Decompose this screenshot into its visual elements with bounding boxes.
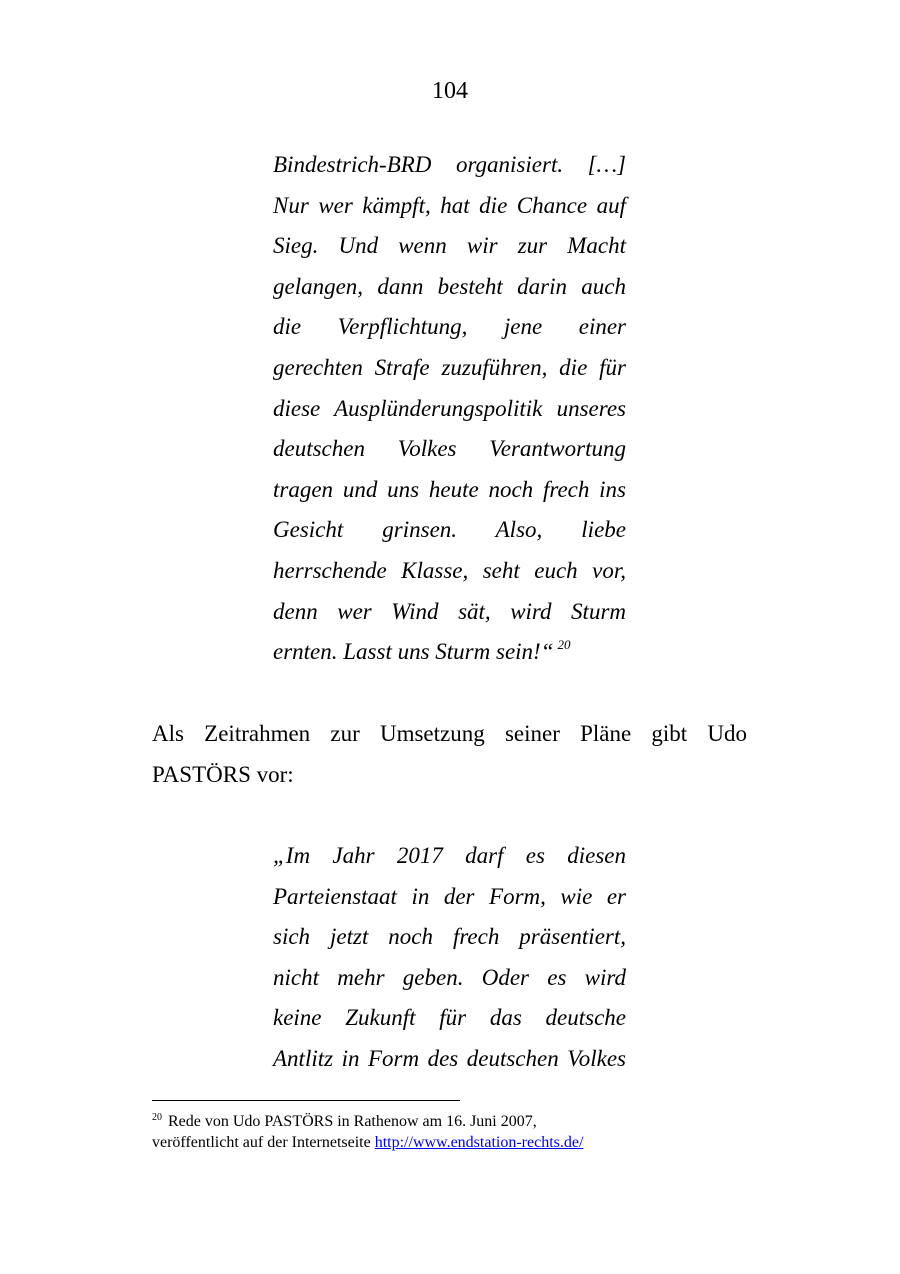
body-paragraph — [152, 714, 747, 795]
quote-last-line — [273, 632, 626, 673]
block-quote-speech — [273, 145, 626, 673]
quote-line: sich jetzt noch frech präsentiert, — [273, 924, 626, 950]
quote-line: Antlitz in Form des deutschen Volkes — [273, 1045, 626, 1071]
footnote-line-2 — [152, 1132, 752, 1153]
footnote-number: 20 — [152, 1112, 162, 1123]
quote-line: Parteienstaat in der Form, wie er — [273, 883, 626, 909]
quote-line: Gesicht grinsen. Also, liebe — [273, 517, 626, 543]
quote-line: herrschende Klasse, seht euch vor, — [273, 557, 626, 583]
quote-line: deutschen Volkes Verantwortung — [273, 436, 626, 462]
quote-line: gerechten Strafe zuzuführen, die für — [273, 354, 626, 380]
paragraph-last-line: PASTÖRS vor: — [152, 761, 294, 787]
quote-line: tragen und uns heute noch frech ins — [273, 476, 626, 502]
footnote-divider — [152, 1100, 460, 1101]
quote-line: nicht mehr geben. Oder es wird — [273, 964, 626, 990]
quote-line: Nur wer kämpft, hat die Chance auf — [273, 192, 626, 218]
footnote — [152, 1111, 752, 1153]
footnote-link[interactable]: http://www.endstation-rechts.de/ — [374, 1134, 584, 1151]
footnote-text-2: veröffentlicht auf der Internetseite — [152, 1134, 375, 1151]
block-quote-timeframe — [273, 836, 626, 1080]
quote-line: diese Ausplünderungspolitik unseres — [273, 395, 626, 421]
quote-line: Bindestrich-BRD organisiert. […] — [273, 152, 626, 177]
quote-line: denn wer Wind sät, wird Sturm — [273, 598, 626, 624]
paragraph-line: Als Zeitrahmen zur Umsetzung seiner Pläne gibt Udo — [152, 721, 747, 746]
footnote-text-1: Rede von Udo PASTÖRS in Rathenow am 16. Juni 2007, — [168, 1113, 537, 1130]
quote-line: „Im Jahr 2017 darf es diesen — [273, 843, 626, 868]
quote-last-line-text: ernten. Lasst uns Sturm sein!“ — [273, 639, 554, 665]
footnote-reference[interactable]: 20 — [557, 637, 571, 653]
page-number: 104 — [432, 78, 468, 104]
quote-line: Sieg. Und wenn wir zur Macht — [273, 233, 626, 259]
quote-line: gelangen, dann besteht darin auch — [273, 273, 626, 299]
quote-line: die Verpflichtung, jene einer — [273, 314, 626, 340]
footnote-line-1 — [152, 1111, 752, 1132]
quote-line: keine Zukunft für das deutsche — [273, 1005, 626, 1031]
